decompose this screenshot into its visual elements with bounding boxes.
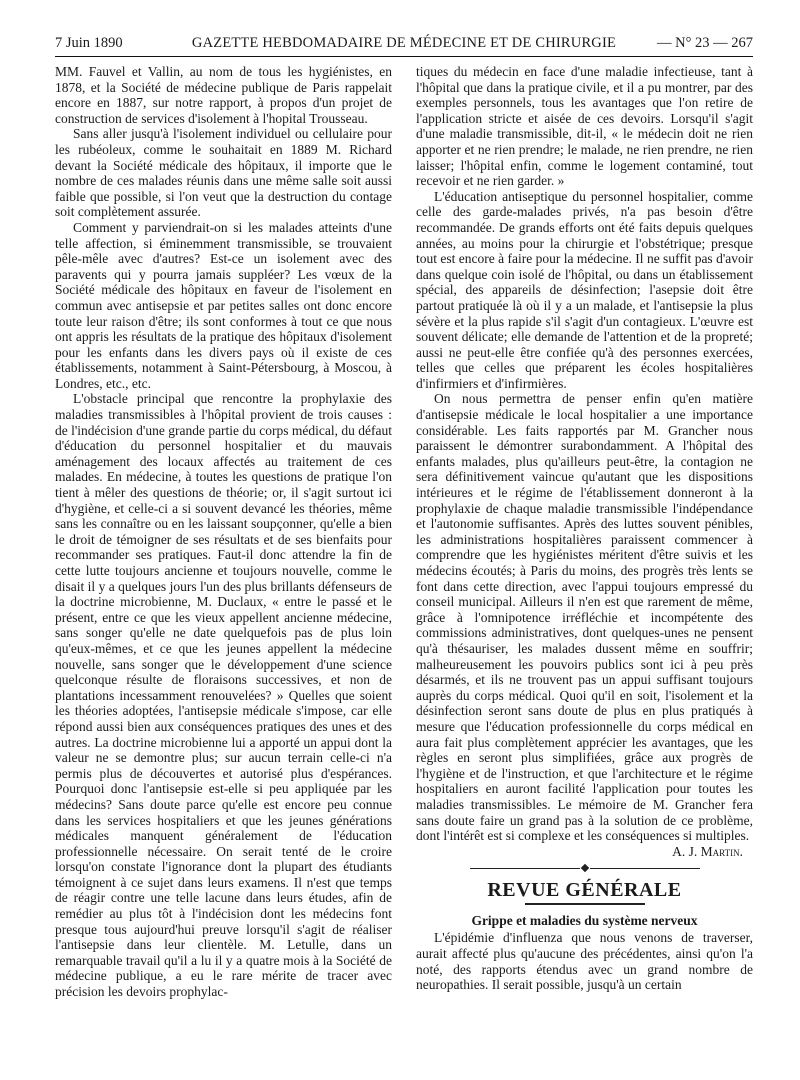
section-title: REVUE GÉNÉRALE xyxy=(487,879,682,902)
paragraph: L'obstacle principal que rencontre la prophylaxie des maladies transmissibles à l'hôpital provient de trois causes : de l'indécision d'une grande partie du corps médical, du défaut d'éducation du personnel hospitalier et du mauvais aménagement des locaux affectés au traitement de ces malades. En médecine, à toutes les questions de pratique l'on tient à mêler des questions de théorie; or, il s'agit surtout ici d'hygiène, et celle-ci a si souvent devancé les théories, même sans les connaître ou en les laissant soupçonner, qu'elle a bien le droit de témoigner de ses résultats et de ses bienfaits pour recommander ses pratiques. Faut-il donc attendre la fin de cette lutte toujours ancienne et toujours nouvelle, comme le disait il y a quelques jours l'un des plus brillants défenseurs de la doctrine microbienne, M. Duclaux, « entre le passé et le présent, entre ce que les vieux appellent ancienne médecine, sans songer qu'elle ne date quelquefois pas de plus loin qu'eux-mêmes, et ce que les jeunes appellent la médecine nouvelle, sans songer que le développement d'une science quelconque résulte de floraisons successives, et non de plantations incessamment renouvelées? » Quelles que soient les théories adoptées, l'antisepsie médicale s'impose, car elle répond aussi bien aux conséquences pratiques des unes et des autres. La doctrine microbienne lui a apporté un appui dont la valeur ne se demontre plus; sur aucun terrain celle-ci n'a permis plus de découvertes et autorisé plus d'espérances. Pourquoi donc l'antisepsie est-elle si peu appliquée par les médecins? Sans doute parce qu'elle est encore peu connue dans les services hospitaliers et que les jeunes générations médicales manquent généralement de l'éducation professionnelle nécessaire. On serait tenté de le croire lorsqu'on constate l'ignorance dont la plupart des étudiants témoignent à ce sujet dans leurs examens. Il n'est que temps de réagir contre une telle lacune dans leurs études, afin de remédier au plus tôt à l'indécision dont les médecins font presque tous aujourd'hui preuve lorsqu'il s'agit de réaliser l'antisepsie dans leur clientèle. M. Letulle, dans un remarquable travail qu'il a lu il y a quatre mois à la Société de médecine publique, a eu le rare mérite de tracer avec précision les devoirs prophylac- xyxy=(55,391,392,1000)
header-journal-title: GAZETTE HEBDOMADAIRE DE MÉDECINE ET DE CHIRURGIE xyxy=(191,35,617,51)
separator-ornament xyxy=(416,865,753,871)
left-column xyxy=(55,64,392,1000)
paragraph: L'épidémie d'influenza que nous venons de traverser, aurait affecté plus qu'aucune des précédentes, ainsi qu'on l'a noté, des rapports étendus avec un grand nombre de neuropathies. Il serait possible, jusqu'à un certain xyxy=(416,930,753,993)
subsection-title: Grippe et maladies du système nerveux xyxy=(471,912,698,928)
paragraph: Sans aller jusqu'à l'isolement individuel ou cellulaire pour les rubéoleux, comme le souhaitait en 1889 M. Richard devant la Société médicale des hôpitaux, il importe que le nombre de ces malades réunis dans une même salle soit aussi faible que possible, si l'on veut que la destruction du contage soit complètement assurée. xyxy=(55,126,392,220)
paragraph: MM. Fauvel et Vallin, au nom de tous les hygiénistes, en 1878, et la Société de médecine publique de Paris rappelait encore en 1887, sur notre rapport, à propos d'un projet de construction de services d'isolement à l'hopital Trousseau. xyxy=(55,64,392,126)
paragraph: On nous permettra de penser enfin qu'en matière d'antisepsie médicale le local hospitalier a une importance considérable. Les faits rapportés par M. Grancher nous paraissent le démontrer surabondamment. A l'hôpital des enfants malades, plus qu'ailleurs peut-être, la contagion ne sera définitivement vaincue qu'autant que les dispositions intérieures et le régime de l'établissement donneront à la prophylaxie de chaque maladie transmissible l'indépendance et l'autonomie suffisantes. Après des luttes souvent pénibles, les administrations hospitalières paraissent commencer à comprendre que les hygiénistes méritent d'être suivis et les médecins écoutés; à Paris du moins, des progrès très lents se font dans cette direction, avec l'appui toujours empressé du conseil municipal. Ailleurs il n'en est que rarement de même, grâce à l'omnipotence irréfléchie et incompétente des commissions administratives, dont quelques-unes ne pensent qu'à thésauriser, les malades dussent même en souffrir; malheureusement les pouvoirs publics sont ici à peu près désarmés, et ils ne trouvent pas un appui suffisant toujours auprès du corps médical. Quoi qu'il en soit, l'isolement et la désinfection seront sans doute de plus en plus pratiqués à mesure que l'éducation professionnelle du corps médical en aura fait plus complètement apprécier les avantages, que les règles en seront plus simplifiées, grâce aux progrès de l'hygiène et de l'instruction, et que l'architecture et le régime hospitaliers en auront facilité l'application pour toutes les maladies transmissibles. Le mémoire de M. Grancher fera sans doute faire un grand pas à la solution de ce problème, dont l'intérêt est si complexe et les conséquences si multiples. xyxy=(416,391,753,844)
running-header xyxy=(55,30,753,57)
author-signature: A. J. Martin. xyxy=(672,843,743,859)
paragraph: L'éducation antiseptique du personnel hospitalier, comme celle des garde-malades privés, n'a pas besoin d'être recommandée. De grands efforts ont été faits depuis quelques années, au moins pour la chirurgie et l'obstétrique; presque tout est encore à faire pour la médecine. Il ne suffit pas d'avoir dans quelque coin isolé de l'hôpital, ou dans un établissement spécial, des appareils de désinfection; l'asepsie doit être partout pratiquée là où il y a un malade, et l'antisepsie la plus sévère et la plus rapide s'il s'agit d'un contagieux. L'œuvre est souvent délicate; elle demande de l'attention et de la propreté; aussi ne peut-elle être confiée qu'à des personnes exercées, telles que celles que préparent les écoles hospitalières d'infirmiers et d'infirmières. xyxy=(416,188,753,391)
paragraph-continuation: tiques du médecin en face d'une maladie infectieuse, tant à l'hôpital que dans la pratique civile, et il a pu montrer, par des exemples personnels, tous les avantages que l'on retire de l'application stricte et aisée de ces devoirs. Lorsqu'il s'agit d'une maladie transmissible, dit-il, « le médecin doit ne rien apporter et ne rien prendre; le malade, ne rien prendre, ne rien laisser; l'hôpital enfin, comme le logement contaminé, tout recevoir et ne rien garder. » xyxy=(416,64,753,189)
header-date: 7 Juin 1890 xyxy=(55,35,123,51)
right-column xyxy=(416,64,753,993)
paragraph: Comment y parviendrait-on si les malades atteints d'une telle affection, si éminemment transmissible, se trouvaient pêle-mêle avec d'autres? Est-ce un isolement avec des paravents qui y pourra jamais suppléer? Les vœux de la Société médicale des hôpitaux en faveur de l'isolement en commun avec antisepsie et par petites salles ont donc encore toute leur raison d'être; ils sont conformes à tout ce que nous ont appris les résultats de la pratique des hôpitaux d'isolement pour les enfants dans les divers pays où il existe de ces établissements, notamment à Saint-Pétersbourg, à Moscou, à Londres, etc., etc. xyxy=(55,219,392,391)
header-issue-page-number: — N° 23 — 267 xyxy=(656,35,753,51)
section-title-underline xyxy=(525,903,645,905)
